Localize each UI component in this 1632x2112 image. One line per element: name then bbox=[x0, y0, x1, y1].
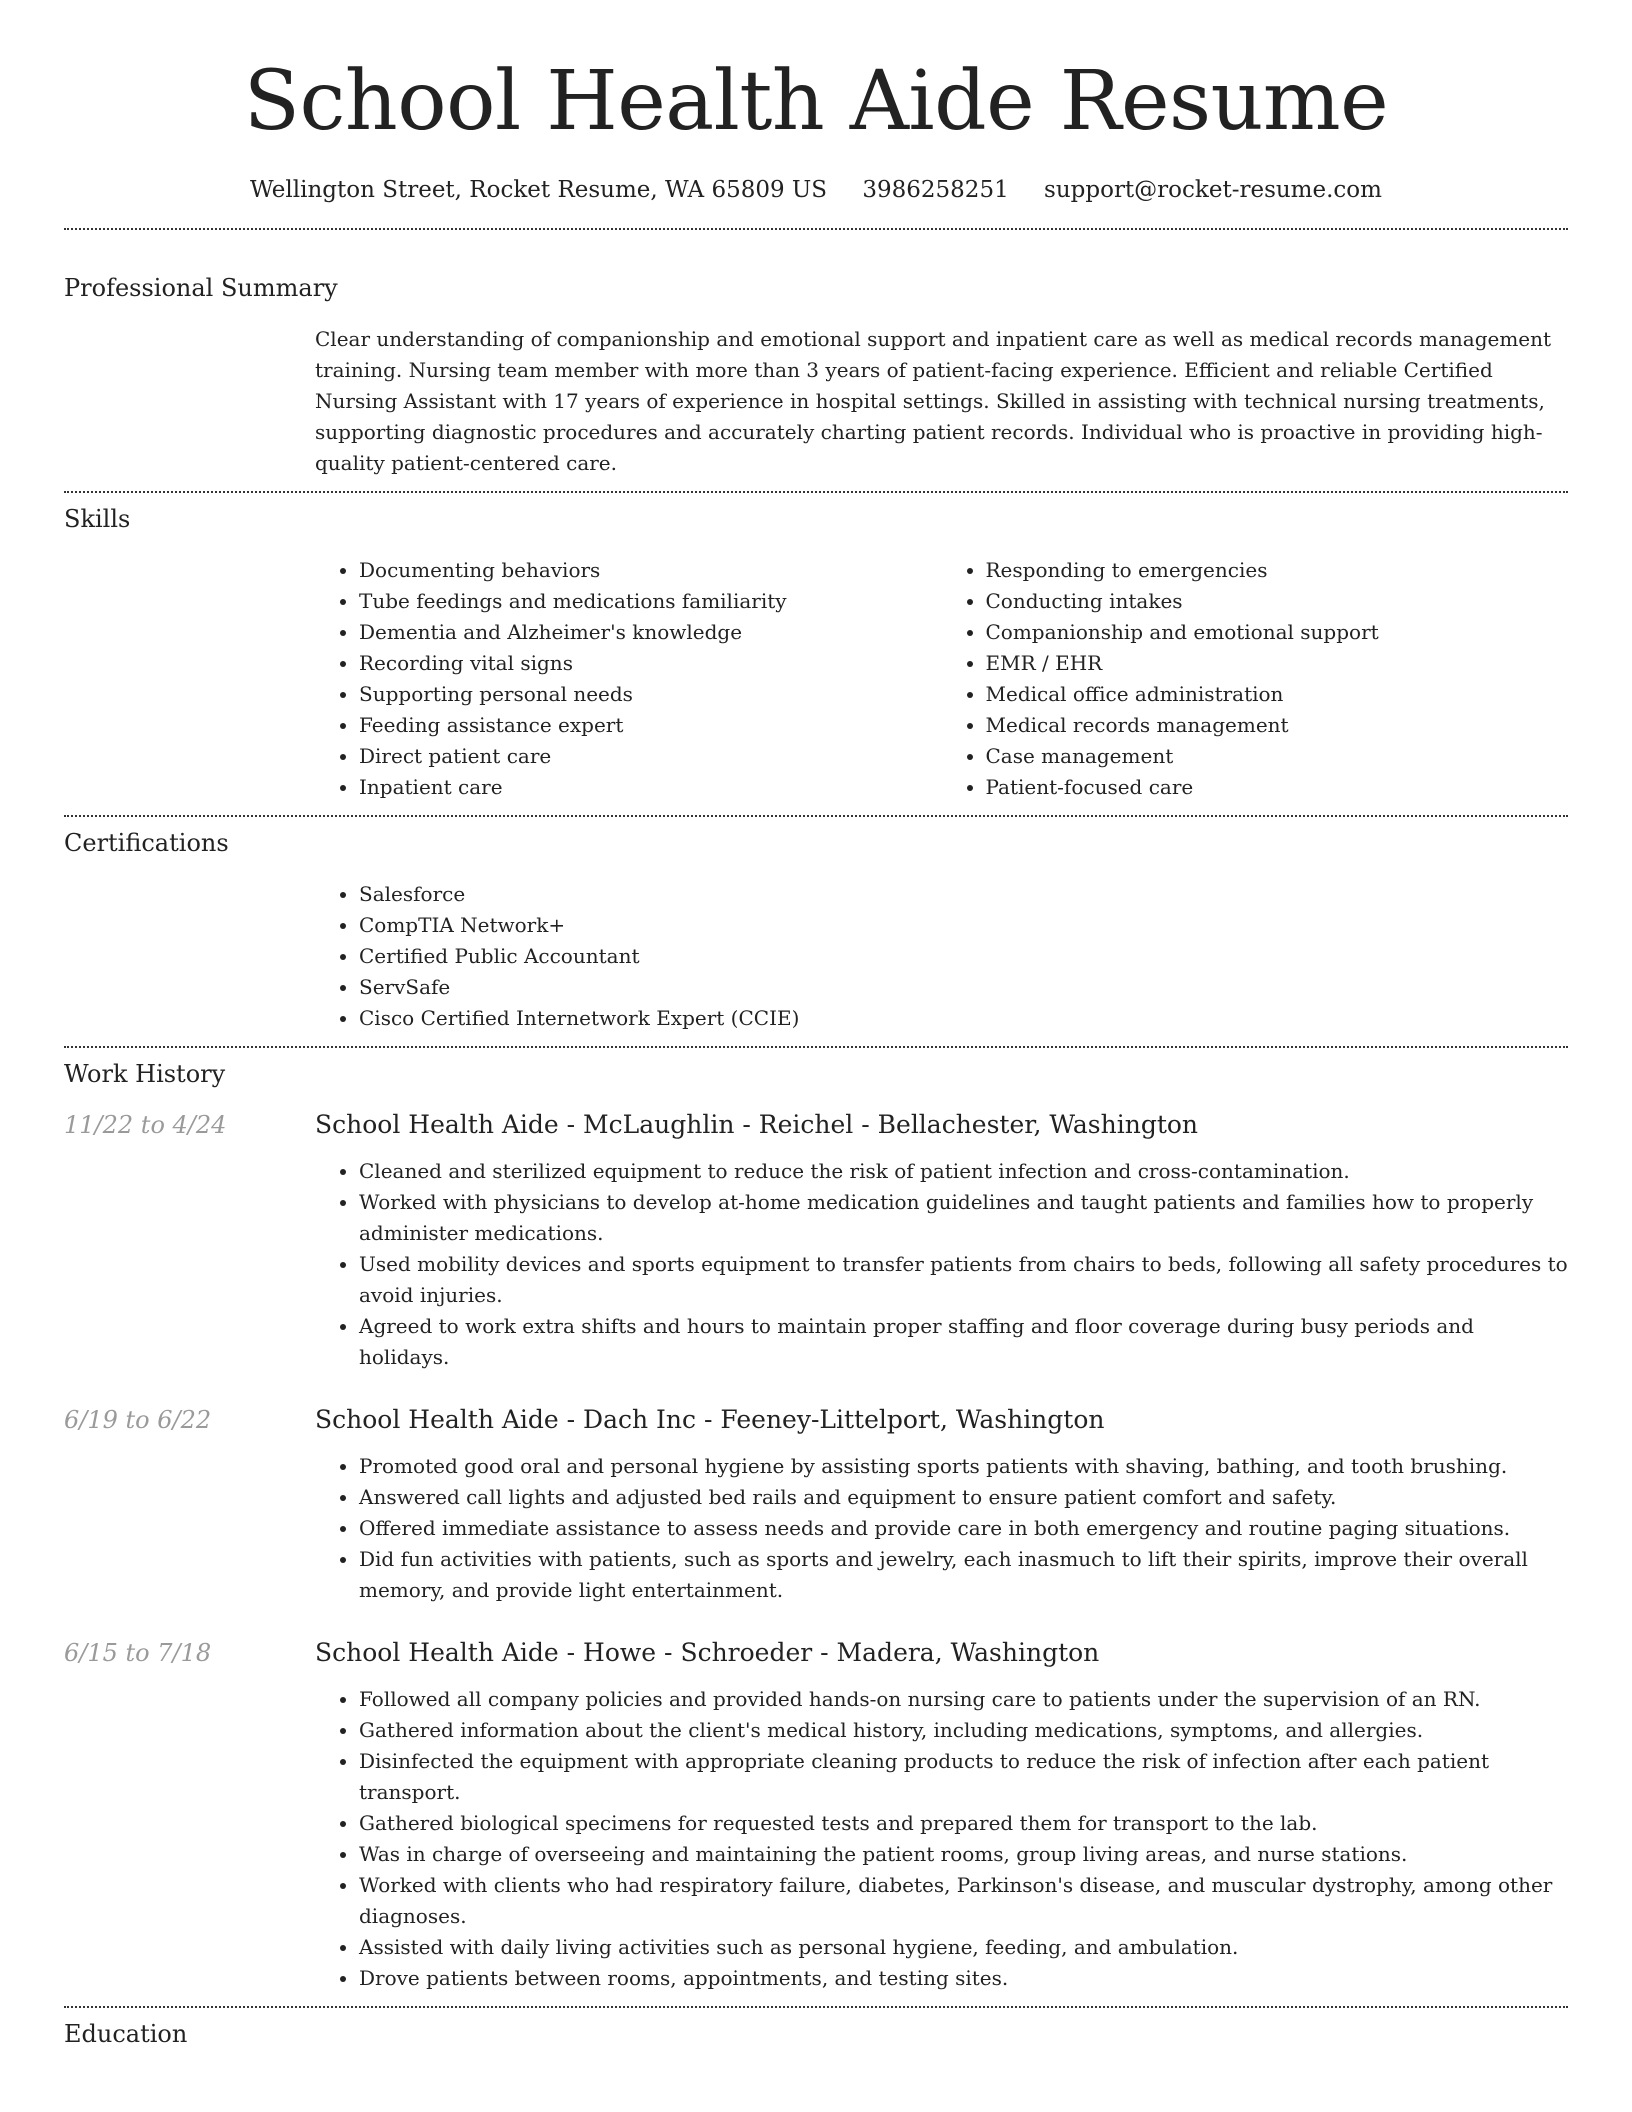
job-entry bbox=[64, 1108, 1568, 1142]
divider bbox=[64, 228, 1568, 230]
skill-item: • Inpatient care bbox=[359, 772, 942, 803]
skills-list bbox=[315, 555, 1568, 803]
contact-address: Wellington Street, Rocket Resume, WA 65809 US bbox=[250, 177, 828, 203]
certification-item: • Cisco Certified Internetwork Expert (CCIE) bbox=[359, 1003, 1568, 1034]
certifications-list bbox=[315, 879, 1568, 1034]
job-entry bbox=[64, 1636, 1568, 1670]
job-bullet: • Followed all company policies and provided hands-on nursing care to patients under the supervision of an RN. bbox=[359, 1684, 1568, 1715]
job-bullet: • Worked with physicians to develop at-home medication guidelines and taught patients and families how to properly administer medications. bbox=[359, 1187, 1568, 1249]
job-bullet: • Did fun activities with patients, such as sports and jewelry, each inasmuch to lift their spirits, improve their overall memory, and provide light entertainment. bbox=[359, 1544, 1568, 1606]
job-bullet: • Drove patients between rooms, appointments, and testing sites. bbox=[359, 1963, 1568, 1994]
education-heading: Education bbox=[64, 2020, 188, 2048]
skill-item: • Medical office administration bbox=[986, 679, 1569, 710]
job-bullet: • Assisted with daily living activities such as personal hygiene, feeding, and ambulation. bbox=[359, 1932, 1568, 1963]
job-entry bbox=[64, 1403, 1568, 1437]
skill-item: • Responding to emergencies bbox=[986, 555, 1569, 586]
resume-page bbox=[64, 0, 1568, 2050]
job-bullet: • Agreed to work extra shifts and hours to maintain proper staffing and floor coverage during busy periods and holidays. bbox=[359, 1311, 1568, 1373]
skills-heading: Skills bbox=[64, 505, 131, 533]
job-bullet: • Worked with clients who had respiratory failure, diabetes, Parkinson's disease, and muscular dystrophy, among other diagnoses. bbox=[359, 1870, 1568, 1932]
skill-item: • Supporting personal needs bbox=[359, 679, 942, 710]
summary-heading: Professional Summary bbox=[64, 274, 338, 302]
skills-column-left bbox=[315, 555, 942, 803]
divider bbox=[64, 2006, 1568, 2008]
skill-item: • Direct patient care bbox=[359, 741, 942, 772]
job-bullet: • Offered immediate assistance to assess needs and provide care in both emergency and routine paging situations. bbox=[359, 1513, 1568, 1544]
job-bullet: • Gathered biological specimens for requested tests and prepared them for transport to the lab. bbox=[359, 1808, 1568, 1839]
contact-phone: 3986258251 bbox=[862, 177, 1009, 203]
skill-item: • EMR / EHR bbox=[986, 648, 1569, 679]
certification-item: • Certified Public Accountant bbox=[359, 941, 1568, 972]
job-bullets bbox=[315, 1156, 1568, 1373]
job-dates: 6/15 to 7/18 bbox=[64, 1639, 212, 1667]
skill-item: • Documenting behaviors bbox=[359, 555, 942, 586]
job-bullet: • Promoted good oral and personal hygiene by assisting sports patients with shaving, bathing, and tooth brushing. bbox=[359, 1451, 1568, 1482]
job-dates: 11/22 to 4/24 bbox=[64, 1111, 227, 1139]
job-bullets bbox=[315, 1451, 1568, 1606]
job-bullet: • Was in charge of overseeing and maintaining the patient rooms, group living areas, and nurse stations. bbox=[359, 1839, 1568, 1870]
skill-item: • Dementia and Alzheimer's knowledge bbox=[359, 617, 942, 648]
certification-item: • ServSafe bbox=[359, 972, 1568, 1003]
summary-text: Clear understanding of companionship and emotional support and inpatient care as well as medical records management training. Nursing team member with more than 3 years of patient-facing experience. Efficient and reliable Certified Nursing Assistant with 17 years of experience in hospital settings. Skilled in assisting with technical nursing treatments, supporting diagnostic procedures and accurately charting patient records. Individual who is proactive in providing high-quality patient-centered care. bbox=[315, 327, 1552, 475]
skills-column-right bbox=[942, 555, 1569, 803]
skill-item: • Tube feedings and medications familiarity bbox=[359, 586, 942, 617]
job-bullet: • Cleaned and sterilized equipment to reduce the risk of patient infection and cross-contamination. bbox=[359, 1156, 1568, 1187]
skill-item: • Companionship and emotional support bbox=[986, 617, 1569, 648]
certification-item: • CompTIA Network+ bbox=[359, 910, 1568, 941]
contact-email: support@rocket-resume.com bbox=[1044, 177, 1382, 203]
resume-title: School Health Aide Resume bbox=[243, 54, 1389, 149]
divider bbox=[64, 1046, 1568, 1048]
job-title: School Health Aide - Dach Inc - Feeney-Littelport, Washington bbox=[315, 1405, 1105, 1434]
skill-item: • Conducting intakes bbox=[986, 586, 1569, 617]
job-title: School Health Aide - McLaughlin - Reichel - Bellachester, Washington bbox=[315, 1110, 1199, 1139]
job-bullet: • Used mobility devices and sports equipment to transfer patients from chairs to beds, following all safety procedures to avoid injuries. bbox=[359, 1249, 1568, 1311]
divider bbox=[64, 491, 1568, 493]
job-bullet: • Gathered information about the client's medical history, including medications, symptoms, and allergies. bbox=[359, 1715, 1568, 1746]
job-bullet: • Answered call lights and adjusted bed rails and equipment to ensure patient comfort and safety. bbox=[359, 1482, 1568, 1513]
skill-item: • Medical records management bbox=[986, 710, 1569, 741]
divider bbox=[64, 815, 1568, 817]
job-dates: 6/19 to 6/22 bbox=[64, 1406, 212, 1434]
skill-item: • Recording vital signs bbox=[359, 648, 942, 679]
skill-item: • Patient-focused care bbox=[986, 772, 1569, 803]
work-history-heading: Work History bbox=[64, 1060, 226, 1088]
certification-item: • Salesforce bbox=[359, 879, 1568, 910]
certifications-heading: Certifications bbox=[64, 829, 229, 857]
contact-line bbox=[64, 174, 1568, 206]
job-bullet: • Disinfected the equipment with appropriate cleaning products to reduce the risk of infection after each patient transport. bbox=[359, 1746, 1568, 1808]
job-bullets bbox=[315, 1684, 1568, 1994]
skill-item: • Feeding assistance expert bbox=[359, 710, 942, 741]
skill-item: • Case management bbox=[986, 741, 1569, 772]
job-title: School Health Aide - Howe - Schroeder - Madera, Washington bbox=[315, 1638, 1100, 1667]
